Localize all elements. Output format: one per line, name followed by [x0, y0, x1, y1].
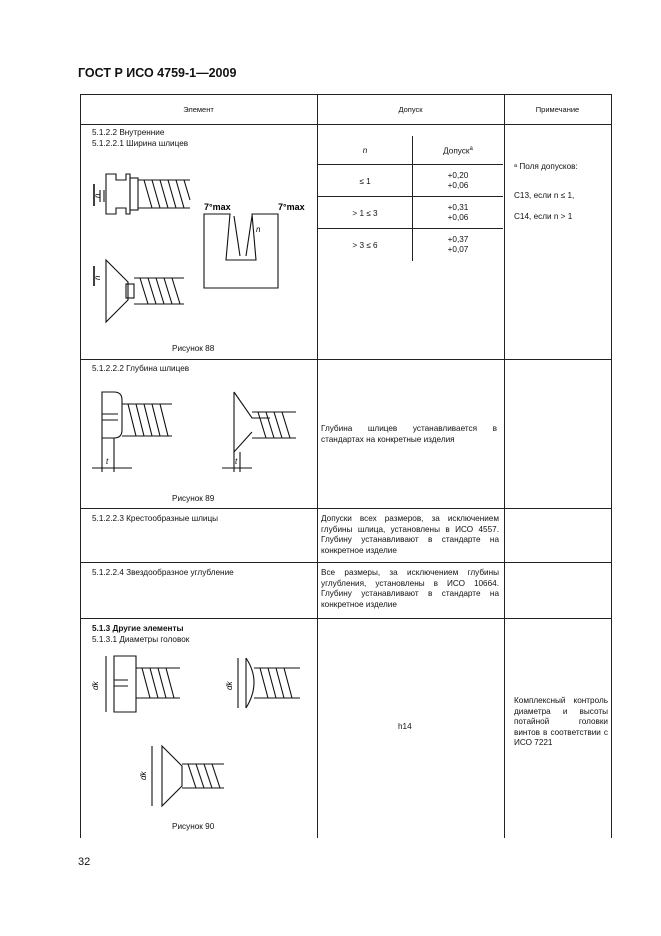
- tolerance-table-head-label: [413, 136, 503, 164]
- tolerance-head-text: Допуск: [443, 146, 470, 156]
- range-cell: ≤ 1: [318, 165, 413, 197]
- note-footnote: ᵃ Поля допусков:: [514, 162, 578, 171]
- column-header-note: Примечание: [535, 104, 580, 114]
- figure-88-drawing: [84, 160, 316, 340]
- table-border-left: [80, 94, 81, 838]
- note-c13: C13, если n ≤ 1,: [514, 191, 575, 200]
- section-title: 5.1.2.2 Внутренние: [92, 128, 165, 137]
- figure-89-drawing: [84, 378, 316, 488]
- row4-tolerance: Все размеры, за исключением глубины углубления, установлены в ИСО 10664. Глубину устанавливают в стандарте на конкретное изделие: [321, 568, 499, 609]
- row3-element-text: 5.1.2.2.3 Крестообразные шлицы: [92, 514, 219, 523]
- table-row: [318, 228, 503, 261]
- page-number: 32: [78, 856, 91, 868]
- fig88-n-label-1: n: [93, 193, 102, 198]
- countersunk-head-outline-90: [162, 746, 182, 806]
- upper-deviation: +0,31: [447, 203, 469, 212]
- row4-element-text: 5.1.2.2.4 Звездообразное углубление: [92, 568, 234, 577]
- fig88-angle-label-2: 7°max: [278, 202, 305, 212]
- row-divider-4: [80, 618, 612, 619]
- fig88-n-label-3: n: [256, 225, 261, 234]
- subsection-title: 5.1.2.2.1 Ширина шлицев: [92, 138, 189, 148]
- row1-note: [514, 160, 608, 223]
- note-c14: C14, если n > 1: [514, 212, 573, 221]
- fig90-dk-label-3: dk: [139, 771, 148, 780]
- round-head-outline-2: [246, 658, 254, 708]
- column-header-element: Элемент: [183, 104, 214, 114]
- row-divider-3: [80, 562, 612, 563]
- row-divider-2: [80, 508, 612, 509]
- upper-deviation: +0,37: [447, 235, 469, 244]
- header-divider: [80, 124, 612, 125]
- tolerance-table-header: [318, 136, 503, 164]
- figure-90-drawing: [84, 650, 316, 820]
- section-title: 5.1.3 Другие элементы: [92, 624, 184, 633]
- lower-deviation: +0,06: [447, 213, 469, 222]
- figure-90-caption: Рисунок 90: [172, 822, 215, 831]
- countersunk-head-outline-89: [234, 392, 270, 452]
- figure-88-caption: Рисунок 88: [172, 344, 215, 353]
- tolerance-head-footnote: a: [469, 145, 473, 152]
- deviation-cell: [413, 197, 503, 229]
- column-header-tolerance: Допуск: [398, 104, 423, 114]
- lower-deviation: +0,06: [447, 181, 469, 190]
- fig90-dk-label-2: dk: [225, 681, 234, 690]
- fig88-n-label-2: n: [93, 275, 102, 280]
- row5-tolerance: h14: [398, 722, 412, 731]
- row5-note: Комплексный контроль диаметра и высоты потайной головки винтов в соответствии с ИСО 7221: [514, 696, 608, 747]
- figure-89-caption: Рисунок 89: [172, 494, 215, 503]
- row1-element-text: [92, 128, 188, 149]
- slot-section-outline: [204, 214, 278, 288]
- table-row: [318, 164, 503, 197]
- specification-table: [80, 94, 612, 838]
- subsection-title: 5.1.3.1 Диаметры головок: [92, 634, 190, 644]
- slotted-head-outline: [106, 174, 130, 214]
- thread-lines: [144, 180, 190, 208]
- fig88-angle-label-1: 7°max: [204, 202, 231, 212]
- table-row: [318, 196, 503, 229]
- row2-tolerance: Глубина шлицев устанавливается в стандартах на конкретные изделия: [321, 424, 497, 444]
- range-cell: > 1 ≤ 3: [318, 197, 413, 229]
- range-cell: > 3 ≤ 6: [318, 229, 413, 261]
- deviation-cell: [413, 165, 503, 197]
- countersunk-head-outline: [106, 260, 128, 322]
- row2-element-text: 5.1.2.2.2 Глубина шлицев: [92, 364, 190, 373]
- pan-head-outline: [102, 392, 122, 438]
- fig90-dk-label-1: dk: [91, 681, 100, 690]
- row5-element-text: [92, 624, 189, 645]
- lower-deviation: +0,07: [447, 245, 469, 254]
- row3-tolerance: Допуски всех размеров, за исключением глубины шлица, установлены в ИСО 4557. Глубину устанавливают в стандарте на конкретное изделие: [321, 514, 499, 555]
- document-header: ГОСТ Р ИСО 4759-1—2009: [78, 66, 237, 80]
- upper-deviation: +0,20: [447, 171, 469, 180]
- round-head-outline-1: [114, 656, 136, 712]
- table-border-right: [611, 94, 612, 838]
- fig89-t-label-1: t: [106, 457, 109, 466]
- deviation-cell: [413, 229, 503, 261]
- row-divider-1: [80, 359, 612, 360]
- width-tolerance-table: [318, 136, 503, 266]
- fig89-t-label-2: t: [235, 457, 238, 466]
- tolerance-table-head-n: n: [318, 136, 413, 164]
- column-divider-2: [504, 94, 505, 838]
